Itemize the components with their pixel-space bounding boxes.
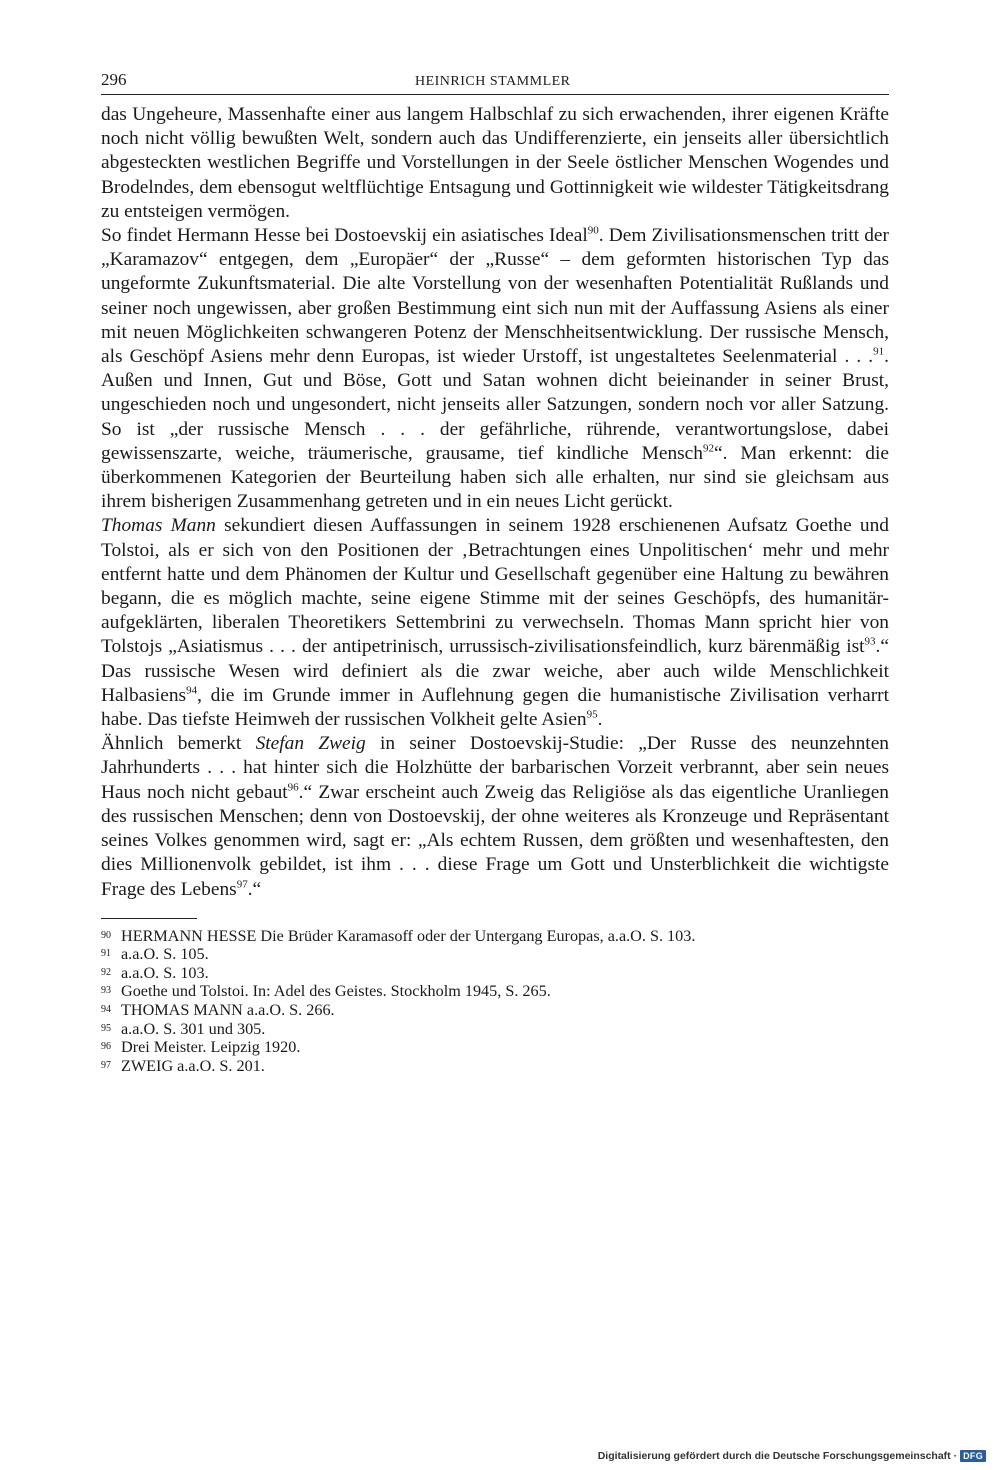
footnote-number: 96 [101,1041,111,1053]
paragraph [101,224,889,514]
text-run: in seiner Dostoevskij-Studie: „Der Russe des neunzehnten Jahrhunderts . . . hat hinter sich die Holzhütte der barbarischen Vorzeit verbrannt, aber sein neues Haus noch nicht gebaut [101,733,889,803]
text-run: , die im Grunde immer in Auflehnung gegen die humanistische Zivilisation verharrt habe. Das tiefste Heimweh der russischen Volkheit gelte Asien [101,684,889,731]
paragraph [101,103,889,224]
book-page [101,70,889,1075]
footnote [101,1038,889,1057]
text-run: . Außen und Innen, Gut und Böse, Gott und Satan wohnen dicht beieinander in seiner Brust, ungeschieden noch und ungesondert, nicht jenseits aller Satzungen, sondern noch vor aller Satzung. So ist „der russische Mensch . . . der gefährliche, rührende, verantwortungslose, dabei gewissenszarte, weiche, träumerische, grausame, tief kindliche Mensch [101,346,889,464]
text-run: . Dem Zivilisationsmenschen tritt der „Karamazov“ entgegen, dem „Europäer“ der „Russe“ – dem geformten historischen Typ das ungeformte Zukunftsmaterial. Die alte Vorstellung von der wesenhaften Potentialität Rußlands und seiner noch ungewissen, aber großen Bestimmung eint sich nun mit der Auffassung Asiens als einer mit neuen Möglichkeiten schwangeren Potenz der Menschheitsentwicklung. Der russische Mensch, als Geschöpf Asiens mehr denn Europas, ist wieder Urstoff, ist ungestaltetes Seelenmaterial . . . [101,225,889,368]
running-title: HEINRICH STAMMLER [414,74,571,89]
footnote-ref: 91 [873,345,885,358]
footnote-number: 94 [101,1004,111,1016]
text-run: Ähnlich bemerkt [101,733,256,755]
footnote-number: 92 [101,966,111,978]
footnote-ref: 94 [186,684,198,697]
page-number: 296 [101,70,127,89]
footnote-ref: 97 [236,878,248,891]
italic-name: Stefan Zweig [255,733,366,755]
footnote [101,1001,889,1020]
footnote-ref: 96 [287,781,299,794]
footnote [101,982,889,1001]
dfg-logo-icon: DFG [960,1450,986,1462]
text-run: das Ungeheure, Massenhafte einer aus langem Halbschlaf zu sich erwachenden, ihrer eigenen Kräfte noch nicht völlig bewußten Welt, sondern auch das Undifferenzierte, ein jenseits aller übersichtlich abgesteckten westlichen Begriffe und Vorstellungen in der Seele östlicher Menschen Wogendes und Brodelndes, dem ebensogut weltflüchtige Entsagung und Gottinnigkeit wie wildester Tätigkeitsdrang zu entsteigen vermögen. [101,104,889,222]
footnote-text: HERMANN HESSE Die Brüder Karamasoff oder der Untergang Europas, a.a.O. S. 103. [121,926,696,945]
text-run: So findet Hermann Hesse bei Dostoevskij ein asiatisches Ideal [101,225,588,247]
text-run: .“ Zwar erscheint auch Zweig das Religiöse als das eigentliche Uranliegen des russischen Menschen; denn von Dostoevskij, der ohne weiteres als Kronzeuge und Repräsentant seines Volkes genommen wird, sagt er: „Als echtem Russen, dem größten und wesenhaftesten, den dies Millionenvolk gebildet, ist ihm . . . diese Frage um Gott und Unsterblichkeit die wichtigste Frage des Lebens [101,781,889,900]
footnote [101,945,889,964]
text-run: .“ Das russische Wesen wird definiert als die zwar weiche, aber auch wilde Menschlichkeit Halbasiens [101,636,889,706]
footnote-text: Goethe und Tolstoi. In: Adel des Geistes. Stockholm 1945, S. 265. [121,982,551,1001]
footnote-number: 90 [101,929,111,941]
footnote-ref: 93 [864,636,876,648]
digitization-credit [598,1450,986,1462]
text-run: .“ [247,878,262,900]
text-run: sekundiert diesen Auffassungen in seinem 1928 erschienenen Aufsatz Goethe und Tolstoi, als er sich von den Positionen der ‚Betrachtungen eines Unpolitischen‘ mehr und mehr entfernt hatte und dem Phänomen der Kultur und Gesellschaft gegenüber eine Haltung zu bewähren begann, die es möglich machte, seine eigene Stimme mit der seines Geschöpfs, des humanitär-aufgeklärten, liberalen Theoretikers Settembrini zu verwechseln. Thomas Mann spricht hier von Tolstojs „Asiatismus . . . der antipetrinisch, urrussisch-zivilisationsfeindlich, kurz bärenmäßig ist [101,515,889,658]
running-header [101,70,889,95]
footnote [101,964,889,983]
footnote-text: a.a.O. S. 103. [121,963,209,982]
footnote-text: a.a.O. S. 105. [121,945,209,964]
footnote-number: 97 [101,1059,111,1071]
text-run: “. Man erkennt: die überkommenen Kategorien der Beurteilung haben sich alle erhalten, nur sind sie gleichsam aus ihrem bisherigen Zusammenhang getreten und in ein neues Licht gerückt. [101,442,889,513]
footnote-text: THOMAS MANN a.a.O. S. 266. [121,1001,335,1020]
footnote [101,1020,889,1039]
footnote-ref: 92 [702,442,714,455]
footnote-rule [101,918,197,919]
footnote-ref: 90 [587,224,599,237]
credit-text: Digitalisierung gefördert durch die Deutsche Forschungsgemeinschaft · [597,1450,958,1462]
footnote-ref: 95 [586,708,598,721]
footnote-text: Drei Meister. Leipzig 1920. [121,1038,301,1057]
footnote-number: 91 [101,948,111,960]
footnote-text: a.a.O. S. 301 und 305. [121,1019,266,1038]
body-text [101,103,889,902]
paragraph [101,514,889,732]
footnote-number: 93 [101,985,111,997]
footnote [101,1057,889,1076]
italic-name: Thomas Mann [101,515,216,537]
footnote-text: ZWEIG a.a.O. S. 201. [121,1056,265,1075]
paragraph [101,732,889,901]
text-run: . [597,709,603,731]
footnote [101,927,889,946]
footnotes [101,927,889,1076]
footnote-number: 95 [101,1022,111,1034]
